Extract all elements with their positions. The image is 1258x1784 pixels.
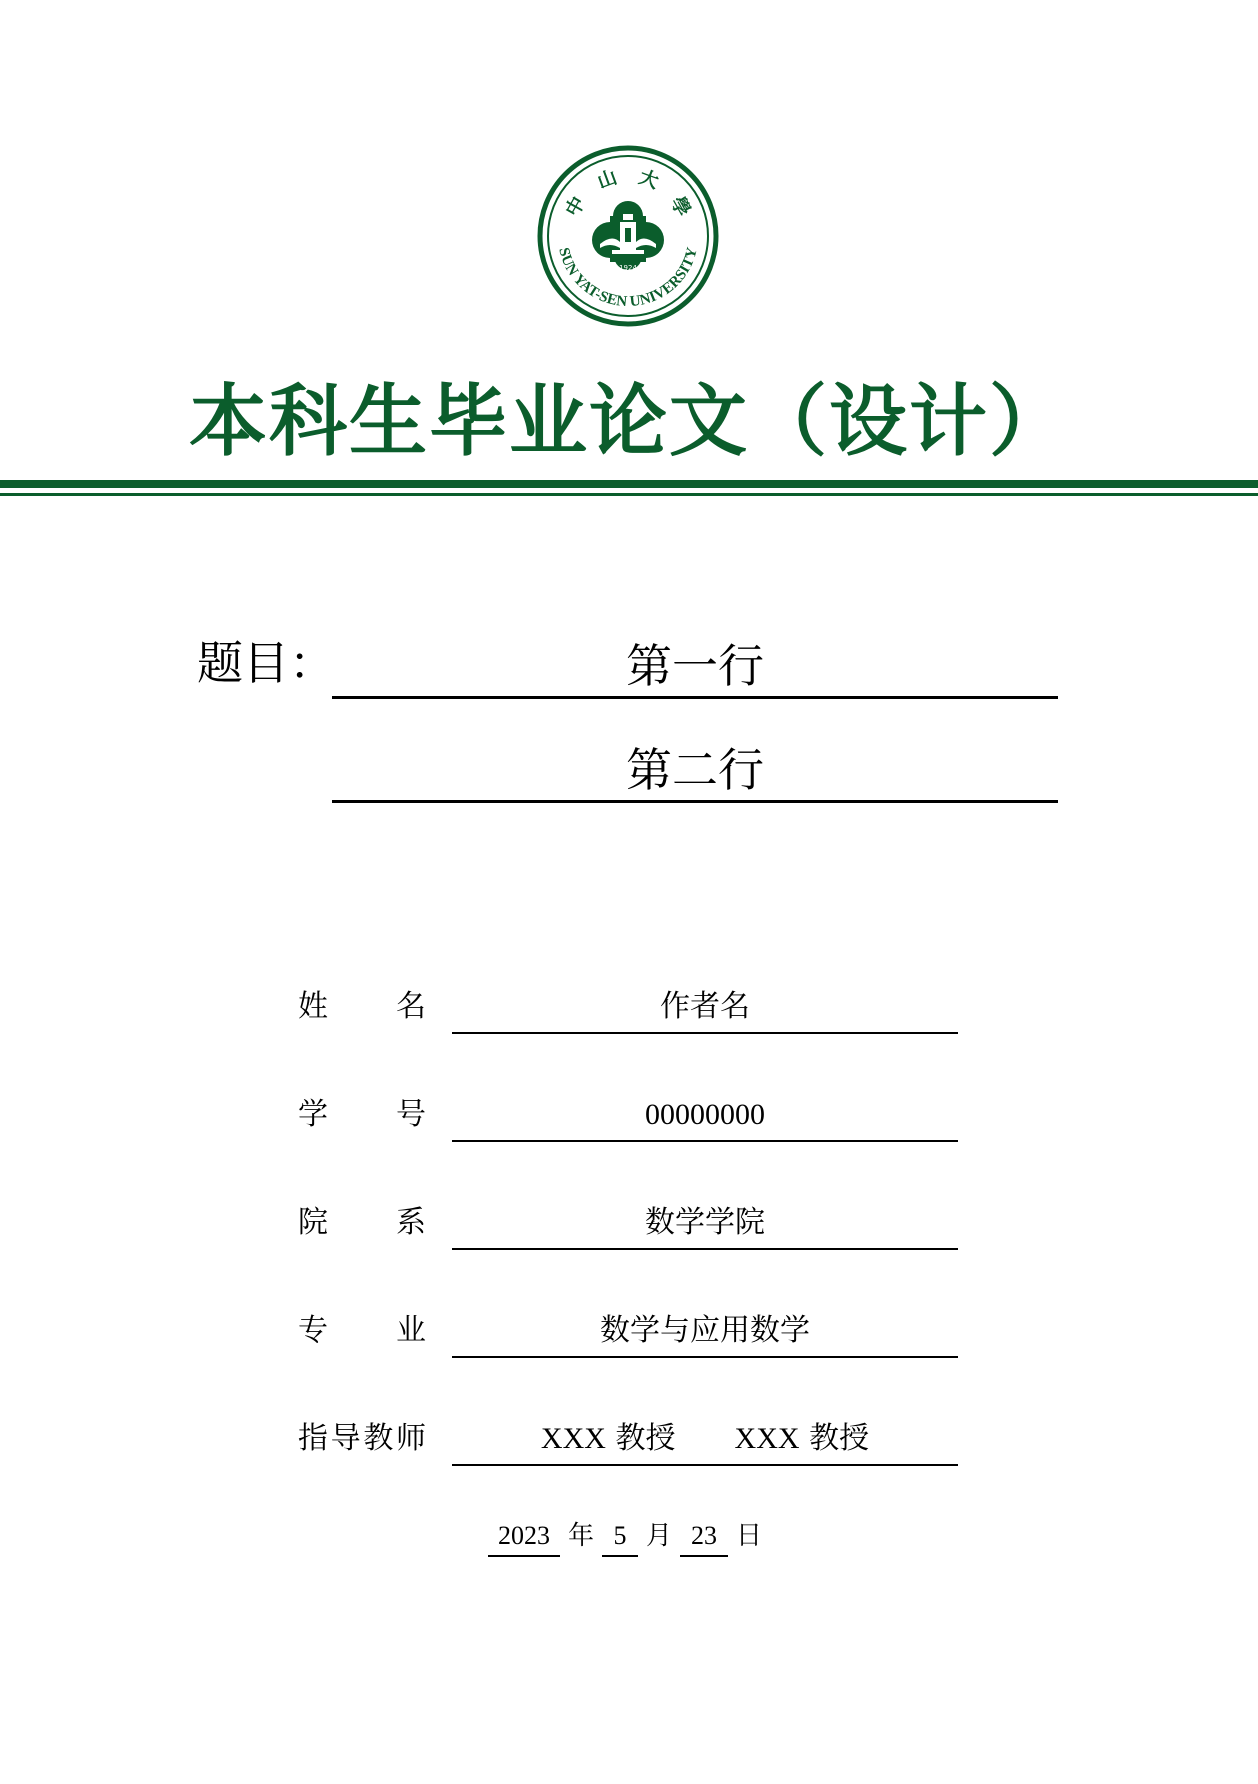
info-row-student-id	[298, 1090, 958, 1140]
advisor-1-name: XXX	[540, 1422, 606, 1455]
university-seal-icon	[536, 144, 720, 328]
info-row-name	[298, 982, 958, 1032]
date-month: 5	[602, 1517, 638, 1557]
date-day-unit: 日	[736, 1521, 763, 1551]
seal-bottom-text: SUN YAT-SEN UNIVERSITY	[555, 245, 701, 311]
submission-date	[0, 1514, 1258, 1558]
info-value-name: 作者名	[452, 982, 958, 1034]
advisor-2-title: 教授	[809, 1421, 870, 1456]
title-divider-thick	[0, 480, 1258, 488]
topic-label: 题目：	[197, 636, 335, 690]
seal-graphic	[536, 144, 720, 328]
info-row-advisor	[298, 1414, 958, 1464]
seal-top-text: 中 山 大 學	[561, 165, 695, 221]
topic-line-2: 第二行	[332, 740, 1058, 803]
info-label-name: 姓 名	[298, 989, 426, 1024]
info-value-major: 数学与应用数学	[452, 1306, 958, 1358]
title-divider-thin	[0, 493, 1258, 496]
date-month-unit: 月	[645, 1521, 672, 1551]
info-label-advisor: 指导教师	[298, 1421, 426, 1456]
info-value-advisor	[452, 1414, 958, 1466]
info-label-major: 专 业	[298, 1313, 426, 1348]
advisor-1-title: 教授	[615, 1421, 676, 1456]
date-year-unit: 年	[567, 1521, 594, 1551]
advisor-2-name: XXX	[734, 1422, 800, 1455]
info-label-student-id: 学 号	[298, 1097, 426, 1132]
info-row-department	[298, 1198, 958, 1248]
info-value-department: 数学学院	[452, 1198, 958, 1250]
date-year: 2023	[488, 1517, 560, 1557]
date-day: 23	[680, 1517, 728, 1557]
topic-line-1: 第一行	[332, 636, 1058, 699]
seal-year: 1924	[619, 264, 637, 272]
info-row-major	[298, 1306, 958, 1356]
info-label-department: 院 系	[298, 1205, 426, 1240]
info-value-student-id: 00000000	[452, 1090, 958, 1142]
thesis-type-title: 本科生毕业论文（设计）	[188, 377, 1069, 467]
